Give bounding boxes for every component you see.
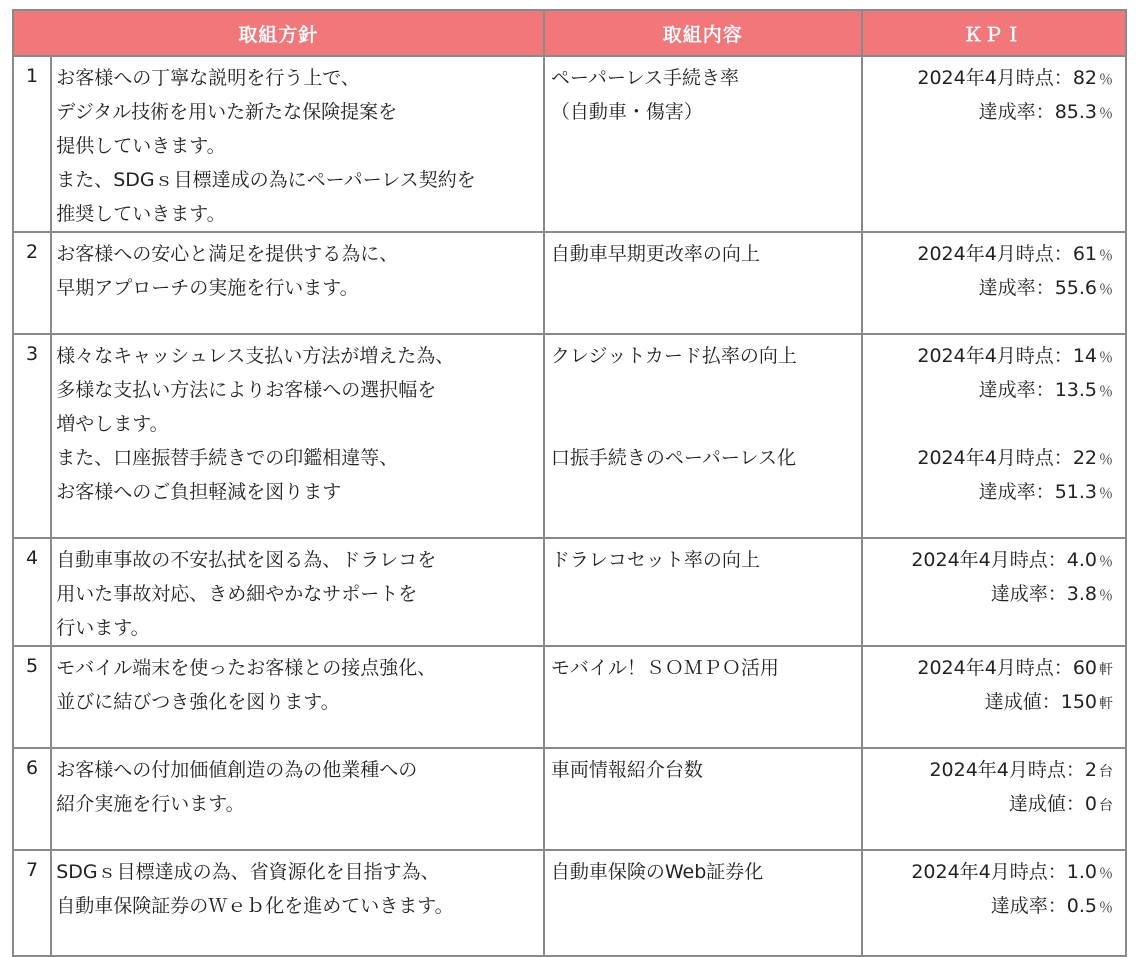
policy-line: また、SDGｓ目標達成の為にペーパーレス契約を — [56, 169, 476, 191]
policy-line: 自動車事故の不安払拭を図る為、ドラレコを — [56, 549, 437, 571]
kpi-label: 2024年4月時点： — [917, 67, 1073, 89]
content-cell — [544, 748, 862, 850]
kpi-unit: ％ — [1099, 72, 1113, 88]
table-row — [13, 232, 1126, 334]
kpi-line — [863, 475, 1113, 509]
kpi-label: 達成値： — [984, 691, 1061, 713]
kpi-label: 達成率： — [978, 277, 1055, 299]
kpi-label: 2024年4月時点： — [917, 657, 1073, 679]
kpi-unit: 軒 — [1099, 662, 1113, 678]
policy-line: デジタル技術を用いた新たな保険提案を — [56, 101, 398, 123]
kpi-line — [863, 787, 1113, 821]
policy-cell — [51, 538, 544, 646]
content-cell — [544, 232, 862, 334]
kpi-value: 150 — [1060, 691, 1097, 713]
kpi-line — [863, 577, 1113, 611]
content-line: ペーパーレス手続き率 — [550, 67, 739, 89]
content-line: 口振手続きのペーパーレス化 — [550, 447, 796, 469]
content-line: （自動車・傷害） — [550, 101, 703, 123]
kpi-unit: 軒 — [1099, 696, 1113, 712]
kpi-line — [863, 407, 1113, 441]
kpi-label: 2024年4月時点： — [917, 447, 1073, 469]
policy-cell — [51, 232, 544, 334]
header-kpi: ＫＰＩ — [862, 10, 1126, 56]
content-cell — [544, 56, 862, 232]
policy-line: 用いた事故対応、きめ細やかなサポートを — [56, 583, 418, 605]
kpi-table — [12, 9, 1127, 957]
content-line — [551, 407, 861, 441]
row-number: 5 — [13, 646, 51, 748]
kpi-line — [863, 855, 1113, 889]
policy-line: お客様への安心と満足を提供する為に、 — [56, 243, 399, 265]
kpi-line — [863, 95, 1113, 129]
kpi-value: 4.0 — [1066, 549, 1097, 571]
kpi-line — [863, 237, 1113, 271]
table-row — [13, 334, 1126, 538]
policy-line: 行います。 — [56, 617, 150, 639]
kpi-value: 61 — [1072, 243, 1097, 265]
policy-line: 増やします。 — [56, 413, 169, 435]
kpi-cell — [862, 334, 1126, 538]
content-line — [551, 373, 861, 407]
kpi-label: 達成率： — [990, 895, 1067, 917]
policy-line: 多様な支払い方法によりお客様への選択幅を — [56, 379, 437, 401]
kpi-unit: 台 — [1099, 798, 1113, 814]
content-line: 自動車保険のWeb証券化 — [550, 861, 764, 883]
kpi-unit: ％ — [1099, 106, 1113, 122]
kpi-value: 3.8 — [1066, 583, 1097, 605]
kpi-label: 達成率： — [978, 481, 1055, 503]
policy-line: 提供していきます。 — [56, 135, 226, 157]
kpi-label: 2024年4月時点： — [911, 549, 1067, 571]
table-row — [13, 538, 1126, 646]
policy-cell — [51, 56, 544, 232]
kpi-line — [863, 543, 1113, 577]
policy-line: 早期アプローチの実施を行います。 — [56, 277, 359, 299]
table-row — [13, 56, 1126, 232]
kpi-line — [863, 373, 1113, 407]
policy-line: お客様への付加価値創造の為の他業種への — [56, 759, 418, 781]
policy-line: お客様へのご負担軽減を図ります — [56, 481, 342, 503]
kpi-line — [863, 753, 1113, 787]
policy-line: 様々なキャッシュレス支払い方法が増えた為、 — [56, 345, 455, 367]
policy-cell — [51, 748, 544, 850]
kpi-unit: ％ — [1099, 554, 1113, 570]
content-line: 自動車早期更改率の向上 — [550, 243, 760, 265]
policy-line: また、口座振替手続きでの印鑑相違等、 — [56, 447, 399, 469]
policy-line: モバイル端末を使ったお客様との接点強化、 — [56, 657, 437, 679]
kpi-line — [863, 651, 1113, 685]
content-line: モバイル！ＳＯＭＰＯ活用 — [550, 657, 779, 679]
kpi-unit: 台 — [1099, 764, 1113, 780]
table-header-row — [13, 10, 1126, 56]
kpi-value: 22 — [1072, 447, 1097, 469]
policy-cell — [51, 646, 544, 748]
kpi-value: 85.3 — [1054, 101, 1097, 123]
table-row — [13, 748, 1126, 850]
table-row — [13, 646, 1126, 748]
kpi-cell — [862, 232, 1126, 334]
policy-line: SDGｓ目標達成の為、省資源化を目指す為、 — [56, 861, 440, 883]
kpi-value: 82 — [1072, 67, 1097, 89]
content-cell — [544, 334, 862, 538]
kpi-label: 2024年4月時点： — [929, 759, 1085, 781]
header-content: 取組内容 — [544, 10, 862, 56]
kpi-value: 0.5 — [1066, 895, 1097, 917]
kpi-cell — [862, 646, 1126, 748]
row-number: 7 — [13, 850, 51, 956]
kpi-value: 60 — [1072, 657, 1097, 679]
kpi-line — [863, 889, 1113, 923]
policy-line: 推奨していきます。 — [56, 203, 226, 225]
content-cell — [544, 538, 862, 646]
policy-line: 自動車保険証券のＷｅｂ化を進めていきます。 — [56, 895, 454, 917]
row-number: 1 — [13, 56, 51, 232]
content-cell — [544, 646, 862, 748]
kpi-value: 1.0 — [1066, 861, 1097, 883]
kpi-unit: ％ — [1099, 384, 1113, 400]
kpi-label: 達成値： — [1008, 793, 1085, 815]
kpi-label: 2024年4月時点： — [917, 243, 1073, 265]
kpi-unit: ％ — [1099, 588, 1113, 604]
kpi-unit: ％ — [1099, 282, 1113, 298]
policy-line: 紹介実施を行います。 — [56, 793, 245, 815]
kpi-unit: ％ — [1099, 350, 1113, 366]
kpi-value: 51.3 — [1054, 481, 1097, 503]
kpi-label: 達成率： — [990, 583, 1067, 605]
kpi-label: 達成率： — [978, 101, 1055, 123]
kpi-unit: ％ — [1099, 866, 1113, 882]
row-number: 4 — [13, 538, 51, 646]
kpi-label: 達成率： — [978, 379, 1055, 401]
row-number: 3 — [13, 334, 51, 538]
kpi-value: 13.5 — [1054, 379, 1097, 401]
kpi-line — [863, 271, 1113, 305]
kpi-value: 2 — [1084, 759, 1097, 781]
kpi-line — [863, 685, 1113, 719]
kpi-line — [863, 61, 1113, 95]
kpi-value: 55.6 — [1054, 277, 1097, 299]
kpi-cell — [862, 56, 1126, 232]
policy-cell — [51, 334, 544, 538]
kpi-unit: ％ — [1099, 452, 1113, 468]
content-line: 車両情報紹介台数 — [550, 759, 703, 781]
kpi-unit: ％ — [1099, 248, 1113, 264]
kpi-cell — [862, 748, 1126, 850]
table-row — [13, 850, 1126, 956]
kpi-label: 2024年4月時点： — [911, 861, 1067, 883]
policy-line: お客様への丁寧な説明を行う上で、 — [56, 67, 360, 89]
kpi-unit: ％ — [1099, 486, 1113, 502]
kpi-value: 0 — [1084, 793, 1097, 815]
kpi-unit: ％ — [1099, 900, 1113, 916]
kpi-cell — [862, 850, 1126, 956]
kpi-value: 14 — [1072, 345, 1097, 367]
content-line: クレジットカード払率の向上 — [550, 345, 797, 367]
kpi-line — [863, 339, 1113, 373]
row-number: 2 — [13, 232, 51, 334]
kpi-line — [863, 441, 1113, 475]
kpi-cell — [862, 538, 1126, 646]
kpi-label: 2024年4月時点： — [917, 345, 1073, 367]
header-policy: 取組方針 — [13, 10, 544, 56]
policy-line: 並びに結びつき強化を図ります。 — [56, 691, 340, 713]
content-line: ドラレコセット率の向上 — [550, 549, 760, 571]
row-number: 6 — [13, 748, 51, 850]
policy-cell — [51, 850, 544, 956]
content-cell — [544, 850, 862, 956]
